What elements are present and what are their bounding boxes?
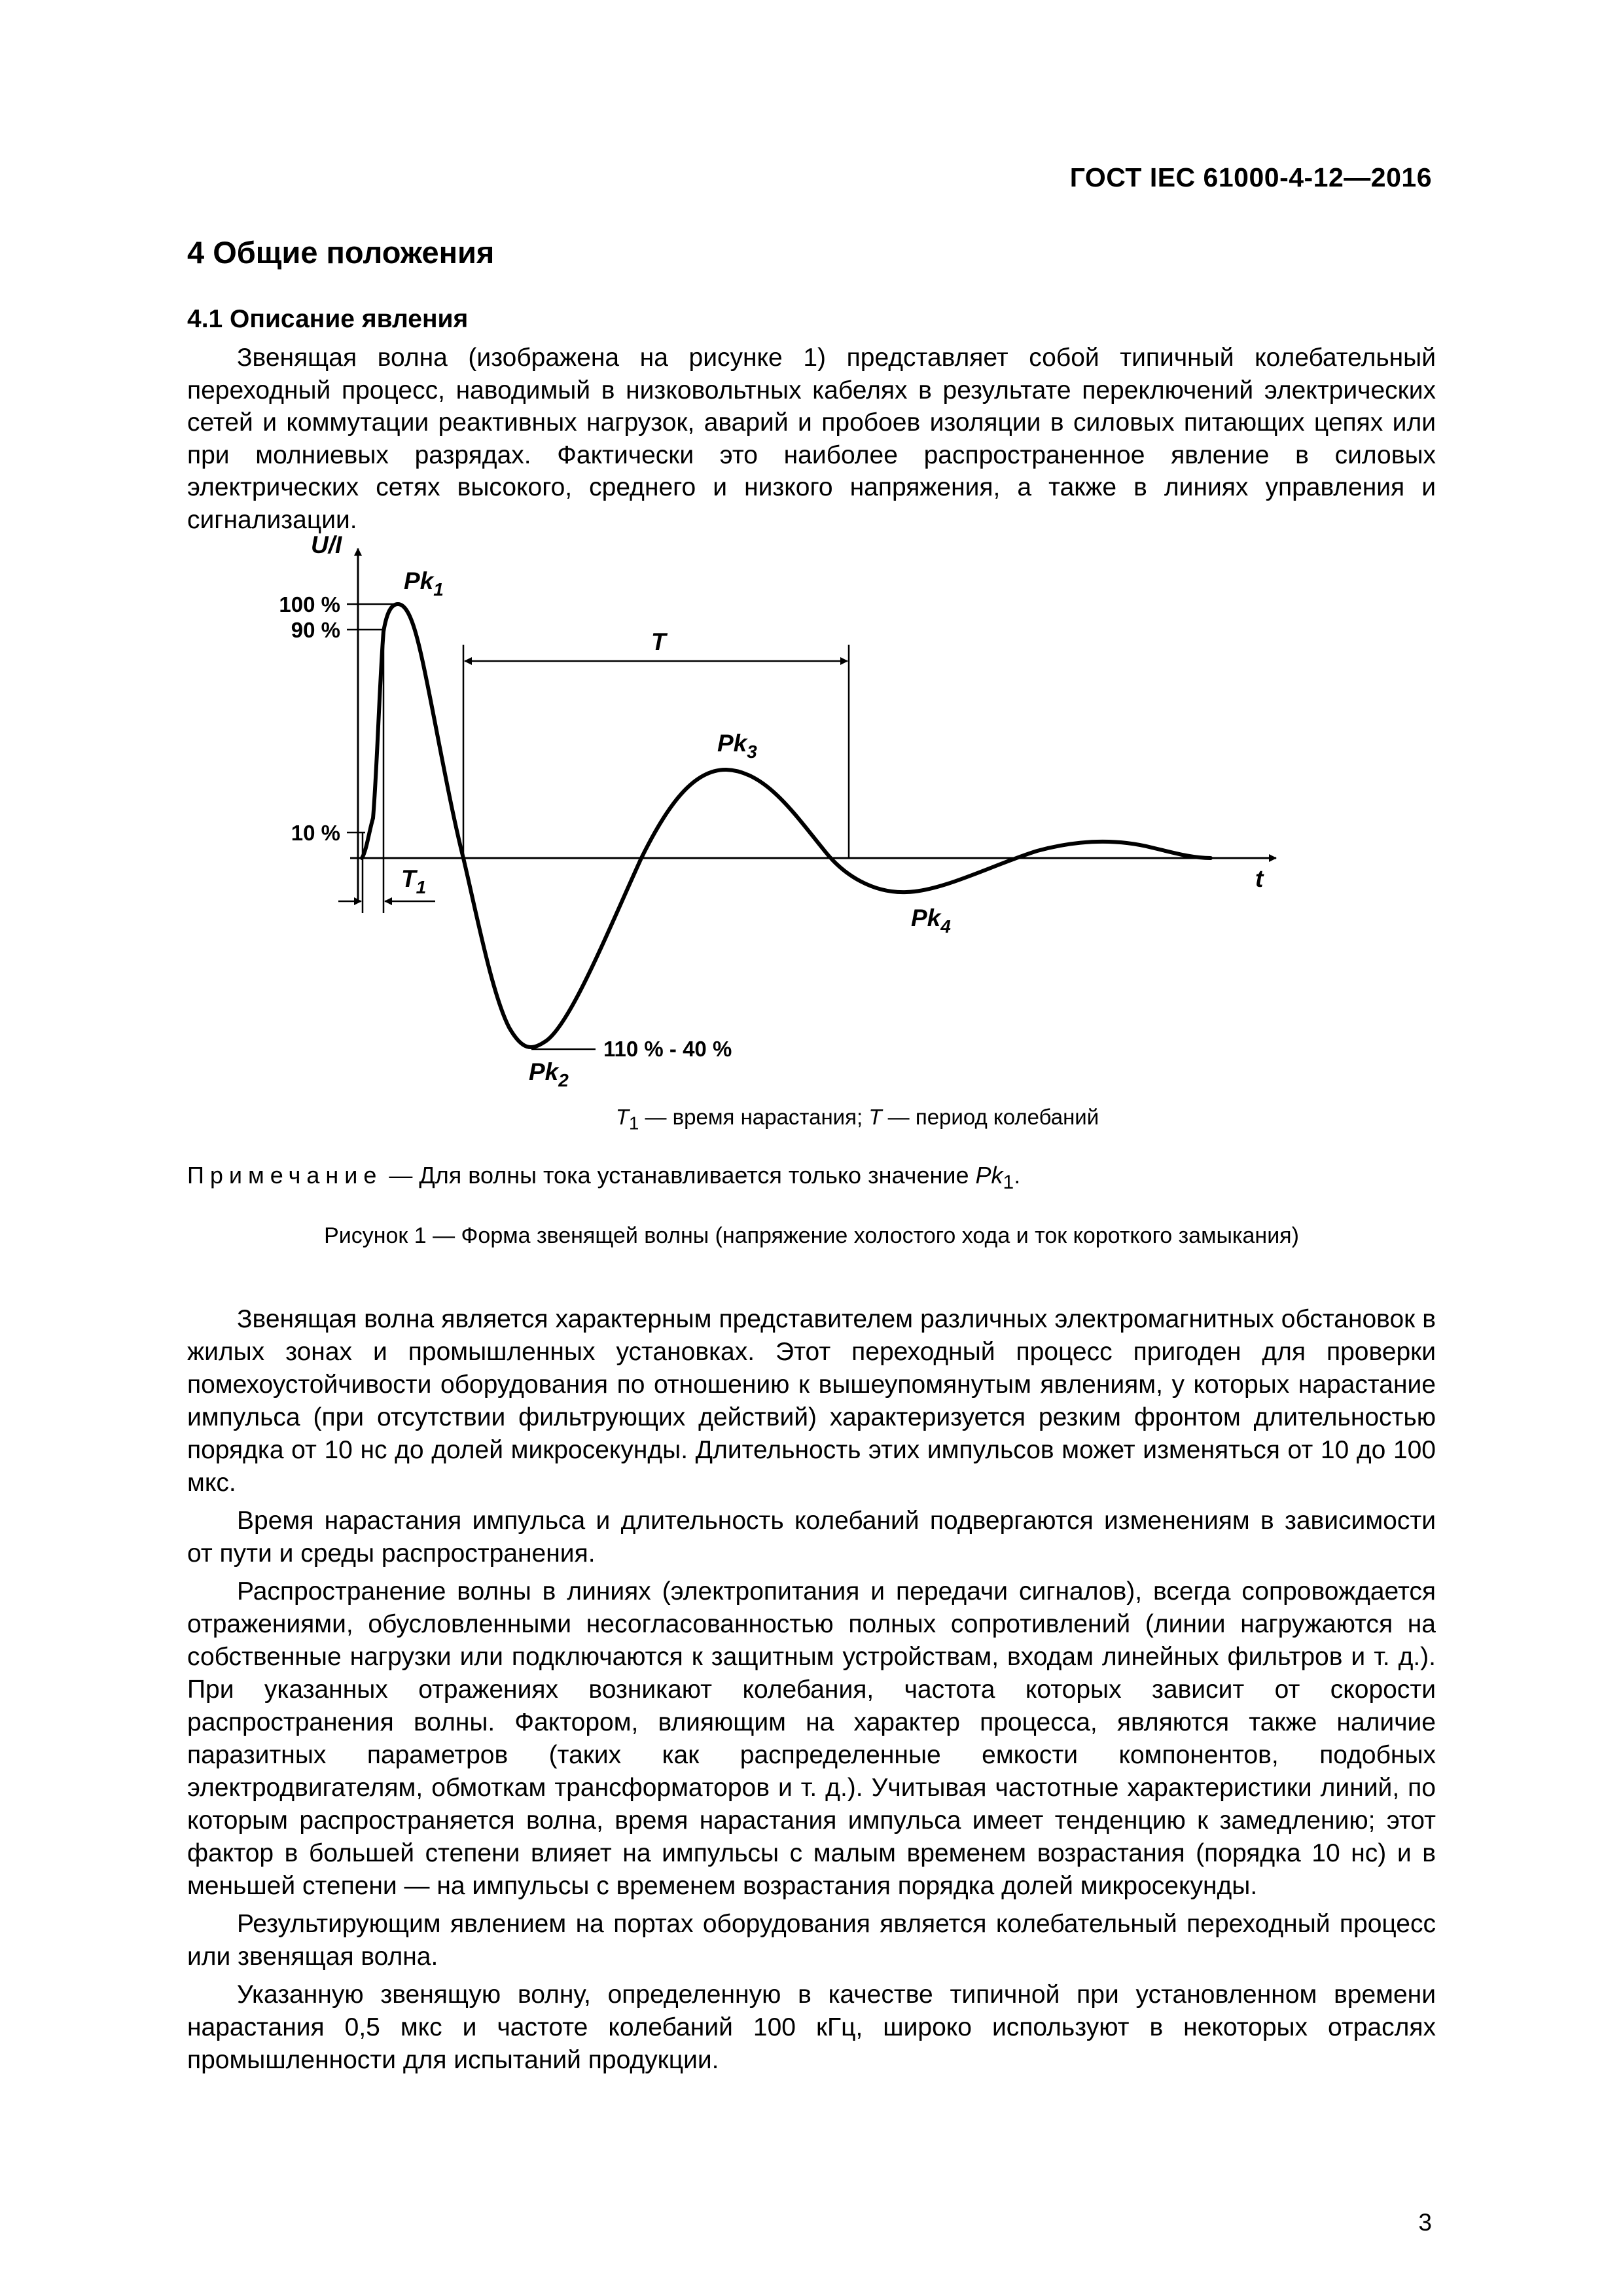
pk3-label: $Pk_3$: [717, 730, 757, 762]
figure-note: Примечание — Для волны тока устанавливается только значение $Pk_1$.: [187, 1162, 1021, 1194]
y-axis-label: U/I: [311, 531, 342, 558]
figure-caption: Рисунок 1 — Форма звенящей волны (напряжение холостого хода и ток короткого замыкания): [324, 1223, 1299, 1248]
paragraph: Результирующим явлением на портах оборудования является колебательный переходный процесс или звенящая волна.: [187, 1910, 1436, 1971]
ringwave-curve: [362, 604, 1211, 1047]
tick-label-100: 100 %: [279, 592, 340, 617]
pk2-label: $Pk_2$: [529, 1058, 569, 1090]
figure-legend: $T_1$ — время нарастания; T — период колебаний: [615, 1105, 1099, 1134]
pk1-label: $Pk_1$: [404, 567, 444, 600]
document-code: ГОСТ IEC 61000-4-12—2016: [1069, 162, 1432, 192]
pk2-range-label: 110 % - 40 %: [603, 1037, 732, 1061]
pk4-label: $Pk_4$: [911, 905, 951, 937]
x-axis-label: t: [1255, 865, 1264, 892]
paragraph: Указанную звенящую волну, определенную в качестве типичной при установленном времени нарастания 0,5 мкс и частоте колебаний 100 кГц, широко используют в некоторых отраслях промышленности для испытаний продукции.: [187, 1981, 1436, 2074]
note-label: Примечание: [187, 1162, 383, 1189]
rise-label: $T_1$: [401, 865, 427, 897]
paragraph: Распространение волны в линиях (электропитания и передачи сигналов), всегда сопровождается отражениями, обусловленными несогласованностью полных сопротивлений (линии нагружаются на собственные нагрузки или подключаются к защитным устройствам, входам линейных фильтров и т. д.). При указанных отражениях возникают колебания, частота которых зависит от скорости распространения волны. Фактором, влияющим на характер процесса, являются также наличие паразитных параметров (таких как распределенные емкости компонентов, подобных электродвигателям, обмоткам трансформаторов и т. д.). Учитывая частотные характеристики линий, по которым распространяется волна, время нарастания импульса имеет тенденцию к замедлению; этот фактор в большей степени влияет на импульсы с малым временем возрастания (порядка 10 нс) и в меньшей степени — на импульсы с временем возрастания порядка долей микросекунды.: [187, 1577, 1436, 1900]
tick-label-10: 10 %: [291, 821, 340, 845]
intro-text: Звенящая волна (изображена на рисунке 1) представляет собой типичный колебательный переходный процесс, наводимый в низковольтных кабелях в результате переключений электрических сетей и коммутации реактивных нагрузок, аварий и пробоев изоляции в силовых питающих цепях или при молниевых разрядах. Фактически это наиболее распространенное явление в силовых электрических сетях высокого, среднего и низкого напряжения, а также в линиях управления и сигнализации.: [187, 344, 1436, 534]
page-number: 3: [1418, 2209, 1432, 2236]
paragraph: Время нарастания импульса и длительность колебаний подвергаются изменениям в зависимости от пути и среды распространения.: [187, 1507, 1436, 1568]
subsection-title: 4.1 Описание явления: [187, 305, 469, 333]
body-text: [187, 1303, 1436, 2077]
paragraph: Звенящая волна является характерным представителем различных электромагнитных обстановок в жилых зонах и промышленных установках. Этот переходный процесс пригоден для проверки помехоустойчивости оборудования по отношению к вышеупомянутым явлениям, у которых нарастание импульса (при отсутствии фильтрующих действий) характеризуется резким фронтом длительностью порядка от 10 нс до долей микросекунды. Длительность этих импульсов может изменяться от 10 до 100 мкс.: [187, 1305, 1436, 1497]
period-label: T: [651, 628, 666, 655]
tick-label-90: 90 %: [291, 618, 340, 642]
section-title: 4 Общие положения: [187, 235, 495, 270]
